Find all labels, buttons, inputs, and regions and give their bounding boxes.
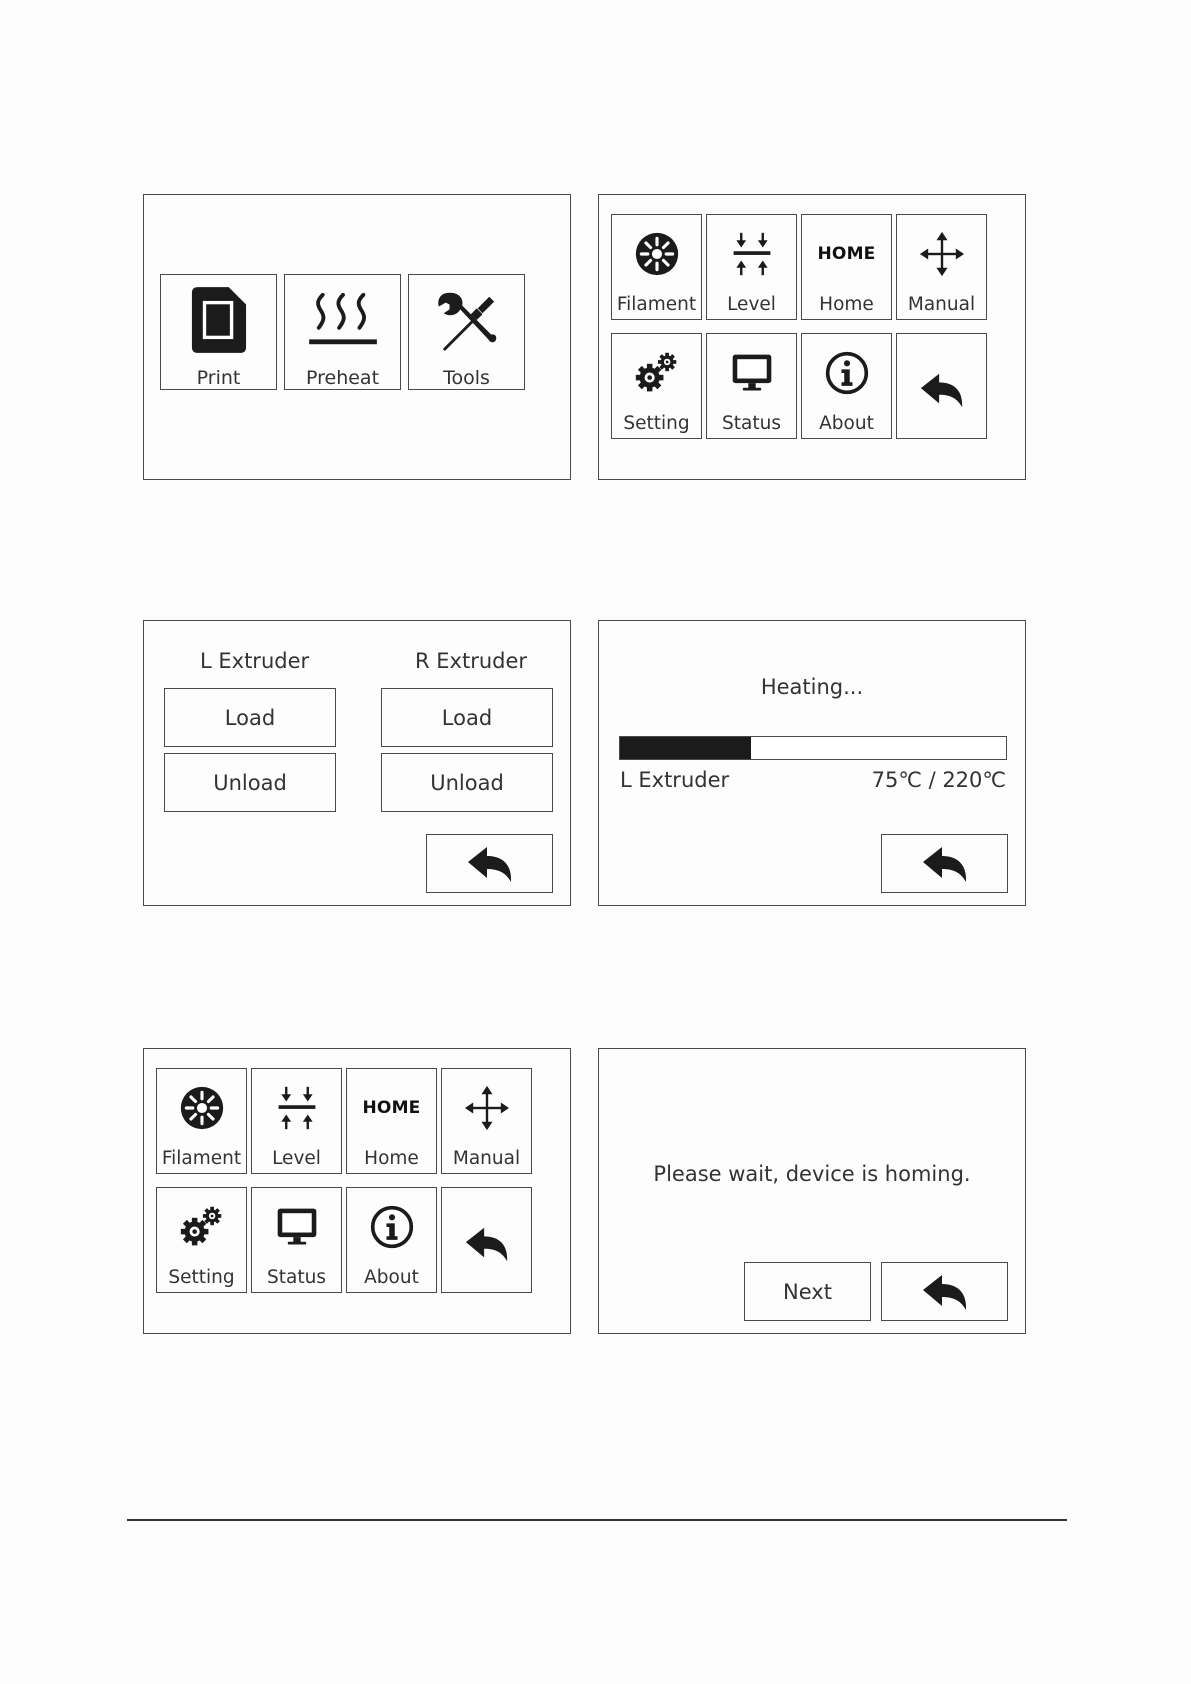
back-button[interactable] (426, 834, 553, 893)
info-icon (802, 350, 891, 396)
level-button[interactable] (251, 1068, 342, 1174)
level-button[interactable] (706, 214, 797, 320)
filament-screen (143, 620, 571, 906)
left-unload-button[interactable]: Unload (164, 753, 336, 812)
home-label: Home (364, 1148, 419, 1169)
print-button[interactable] (160, 274, 277, 390)
tools-button[interactable] (408, 274, 525, 390)
about-label: About (819, 413, 874, 434)
right-unload-button[interactable]: Unload (381, 753, 553, 812)
about-button[interactable] (801, 333, 892, 439)
status-button[interactable] (251, 1187, 342, 1293)
level-icon (707, 231, 796, 277)
status-button[interactable] (706, 333, 797, 439)
temperature-readout: 75℃ / 220℃ (871, 768, 1006, 792)
home-button[interactable] (801, 214, 892, 320)
home-label: Home (819, 294, 874, 315)
back-button[interactable] (441, 1187, 532, 1293)
home-button[interactable] (346, 1068, 437, 1174)
filament-icon (612, 231, 701, 277)
filament-icon (157, 1085, 246, 1131)
back-button[interactable] (881, 1262, 1008, 1321)
next-button[interactable]: Next (744, 1262, 871, 1321)
back-arrow-icon (897, 370, 986, 410)
home-icon: HOME (362, 1098, 421, 1118)
heating-title: Heating... (760, 675, 864, 699)
heat-waves-icon (285, 291, 400, 351)
monitor-icon (707, 350, 796, 396)
status-label: Status (722, 413, 781, 434)
preheat-button[interactable] (284, 274, 401, 390)
setting-label: Setting (168, 1267, 235, 1288)
setting-button[interactable] (611, 333, 702, 439)
print-label: Print (196, 367, 241, 389)
back-arrow-icon (921, 1272, 969, 1312)
filament-label: Filament (616, 294, 697, 315)
monitor-icon (252, 1204, 341, 1250)
manual-label: Manual (452, 1148, 521, 1169)
tools-menu-screen (598, 194, 1026, 480)
main-menu-screen (143, 194, 571, 480)
level-label: Level (727, 294, 776, 315)
about-button[interactable] (346, 1187, 437, 1293)
extruder-label: L Extruder (620, 768, 730, 792)
setting-button[interactable] (156, 1187, 247, 1293)
info-icon (347, 1204, 436, 1250)
tools-label: Tools (443, 367, 490, 389)
right-extruder-title: R Extruder (415, 649, 528, 673)
status-label: Status (267, 1267, 326, 1288)
back-button[interactable] (881, 834, 1008, 893)
tools-icon (409, 289, 524, 353)
footer-divider (127, 1519, 1067, 1521)
home-icon: HOME (817, 244, 876, 264)
sd-card-icon (161, 285, 276, 355)
gears-icon (612, 350, 701, 396)
back-arrow-icon (466, 844, 514, 884)
heating-progress-fill (620, 737, 751, 759)
back-arrow-icon (921, 844, 969, 884)
left-extruder-title: L Extruder (200, 649, 310, 673)
homing-screen (598, 1048, 1026, 1334)
filament-button[interactable] (156, 1068, 247, 1174)
preheat-label: Preheat (305, 367, 380, 389)
left-load-button[interactable]: Load (164, 688, 336, 747)
manual-button[interactable] (896, 214, 987, 320)
move-arrows-icon (897, 231, 986, 277)
setting-label: Setting (623, 413, 690, 434)
about-label: About (364, 1267, 419, 1288)
filament-button[interactable] (611, 214, 702, 320)
level-icon (252, 1085, 341, 1131)
level-label: Level (272, 1148, 321, 1169)
homing-message: Please wait, device is homing. (653, 1162, 971, 1186)
right-load-button[interactable]: Load (381, 688, 553, 747)
move-arrows-icon (442, 1085, 531, 1131)
heating-screen (598, 620, 1026, 906)
gears-icon (157, 1204, 246, 1250)
heating-progress-bar (619, 736, 1007, 760)
back-button[interactable] (896, 333, 987, 439)
back-arrow-icon (442, 1224, 531, 1264)
manual-button[interactable] (441, 1068, 532, 1174)
tools-menu-screen (143, 1048, 571, 1334)
manual-label: Manual (907, 294, 976, 315)
filament-label: Filament (161, 1148, 242, 1169)
